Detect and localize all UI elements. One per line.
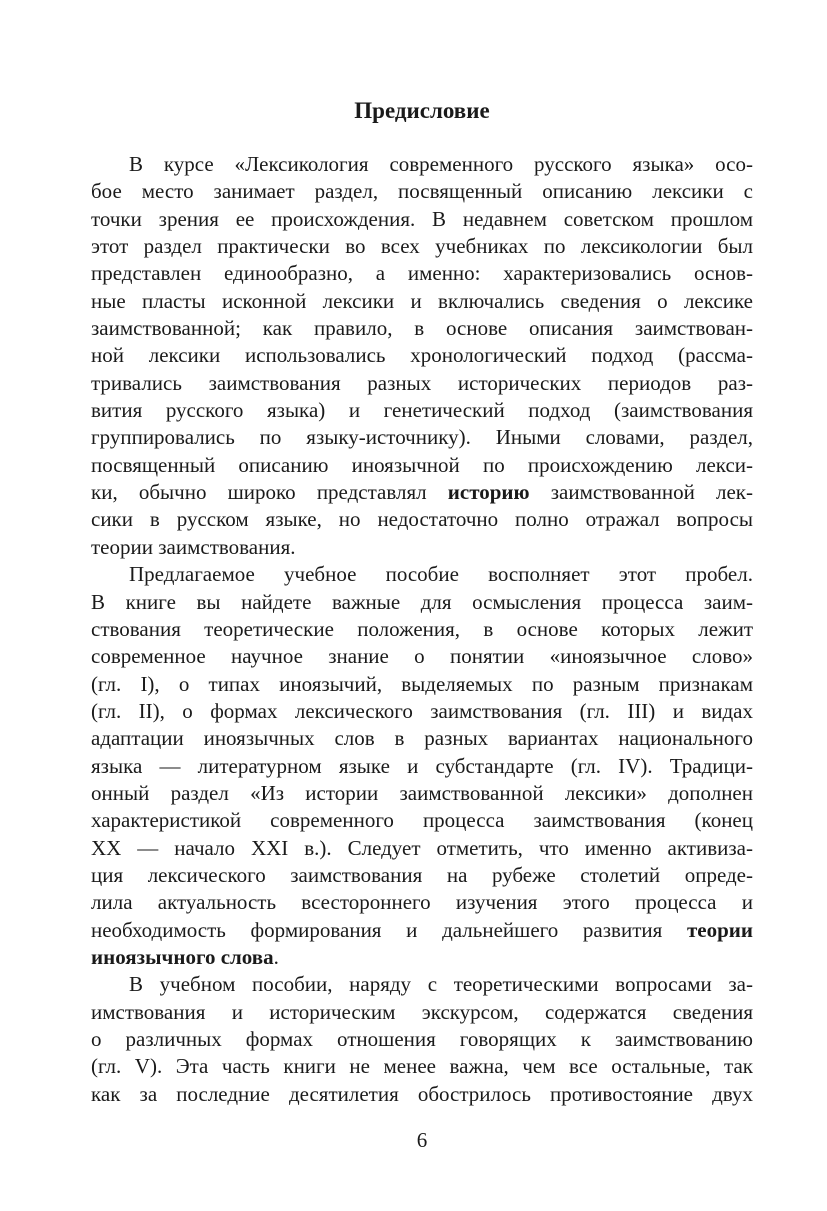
text-line: посвященный описанию иноязычной по происхождению лекси- bbox=[91, 452, 753, 477]
text-line: В учебном пособии, наряду с теоретическими вопросами за- bbox=[129, 972, 753, 997]
text-line: В книге вы найдете важные для осмысления процесса заим- bbox=[91, 589, 753, 614]
text-line: ки, обычно широко представлял историю заимствованной лек- bbox=[91, 480, 753, 505]
page-title: Предисловие bbox=[354, 98, 490, 123]
text-line: имствования и историческим экскурсом, содержатся сведения bbox=[91, 999, 753, 1024]
text-line: этот раздел практически во всех учебниках по лексикологии был bbox=[91, 234, 753, 259]
body-text bbox=[91, 151, 753, 1108]
text-line: вития русского языка) и генетический подход (заимствования bbox=[91, 398, 753, 423]
bold-term-history: историю bbox=[447, 480, 530, 505]
text-line: языка — литературном языке и субстандарте (гл. IV). Традици- bbox=[91, 753, 753, 778]
text-line: (гл. II), о формах лексического заимствования (гл. III) и видах bbox=[91, 698, 753, 723]
bold-term-theory: теории bbox=[686, 917, 753, 942]
text-line: ные пласты исконной лексики и включались сведения о лексике bbox=[91, 288, 753, 313]
text-line: заимствованной; как правило, в основе описания заимствован- bbox=[91, 316, 753, 341]
text-line: лила актуальность всестороннего изучения этого процесса и bbox=[91, 890, 753, 915]
text-line: сики в русском языке, но недостаточно полно отражал вопросы bbox=[91, 507, 753, 532]
text-line: тривались заимствования разных исторических периодов раз- bbox=[91, 370, 753, 395]
text-line: группировались по языку-источнику). Иными словами, раздел, bbox=[91, 425, 753, 450]
text-line: теории заимствования. bbox=[91, 534, 296, 559]
text-line: адаптации иноязычных слов в разных вариантах национального bbox=[91, 726, 753, 751]
text-line: представлен единообразно, а именно: характеризовались основ- bbox=[91, 261, 753, 286]
bold-term-foreign-word: иноязычного слова bbox=[91, 944, 274, 969]
text-line: характеристикой современного процесса заимствования (конец bbox=[91, 808, 753, 833]
text-line: ной лексики использовались хронологический подход (рассма- bbox=[91, 343, 753, 368]
text-line: Предлагаемое учебное пособие восполняет этот пробел. bbox=[129, 562, 753, 587]
text-line: (гл. V). Эта часть книги не менее важна, чем все остальные, так bbox=[91, 1054, 753, 1079]
text-line: бое место занимает раздел, посвященный описанию лексики с bbox=[91, 179, 753, 204]
text-line: В курсе «Лексикология современного русского языка» осо- bbox=[129, 152, 753, 176]
text-line: современное научное знание о понятии «иноязычное слово» bbox=[91, 644, 753, 669]
book-page bbox=[91, 0, 753, 1211]
text-line: ция лексического заимствования на рубеже столетий опреде- bbox=[91, 862, 753, 887]
text-line: ствования теоретические положения, в основе которых лежит bbox=[91, 616, 753, 641]
text-line: точки зрения ее происхождения. В недавнем советском прошлом bbox=[91, 206, 753, 231]
text-line: как за последние десятилетия обострилось противостояние двух bbox=[91, 1081, 753, 1106]
text-line: (гл. I), о типах иноязычий, выделяемых по разным признакам bbox=[91, 671, 753, 696]
page-number: 6 bbox=[416, 1128, 428, 1152]
text-line: XX — начало XXI в.). Следует отметить, что именно активиза- bbox=[91, 835, 753, 860]
text-line: необходимость формирования и дальнейшего развития теории bbox=[91, 917, 753, 942]
text-line: о различных формах отношения говорящих к заимствованию bbox=[91, 1027, 753, 1051]
text-line: онный раздел «Из истории заимствованной лексики» дополнен bbox=[91, 780, 753, 805]
text-line: иноязычного слова. bbox=[91, 944, 279, 969]
